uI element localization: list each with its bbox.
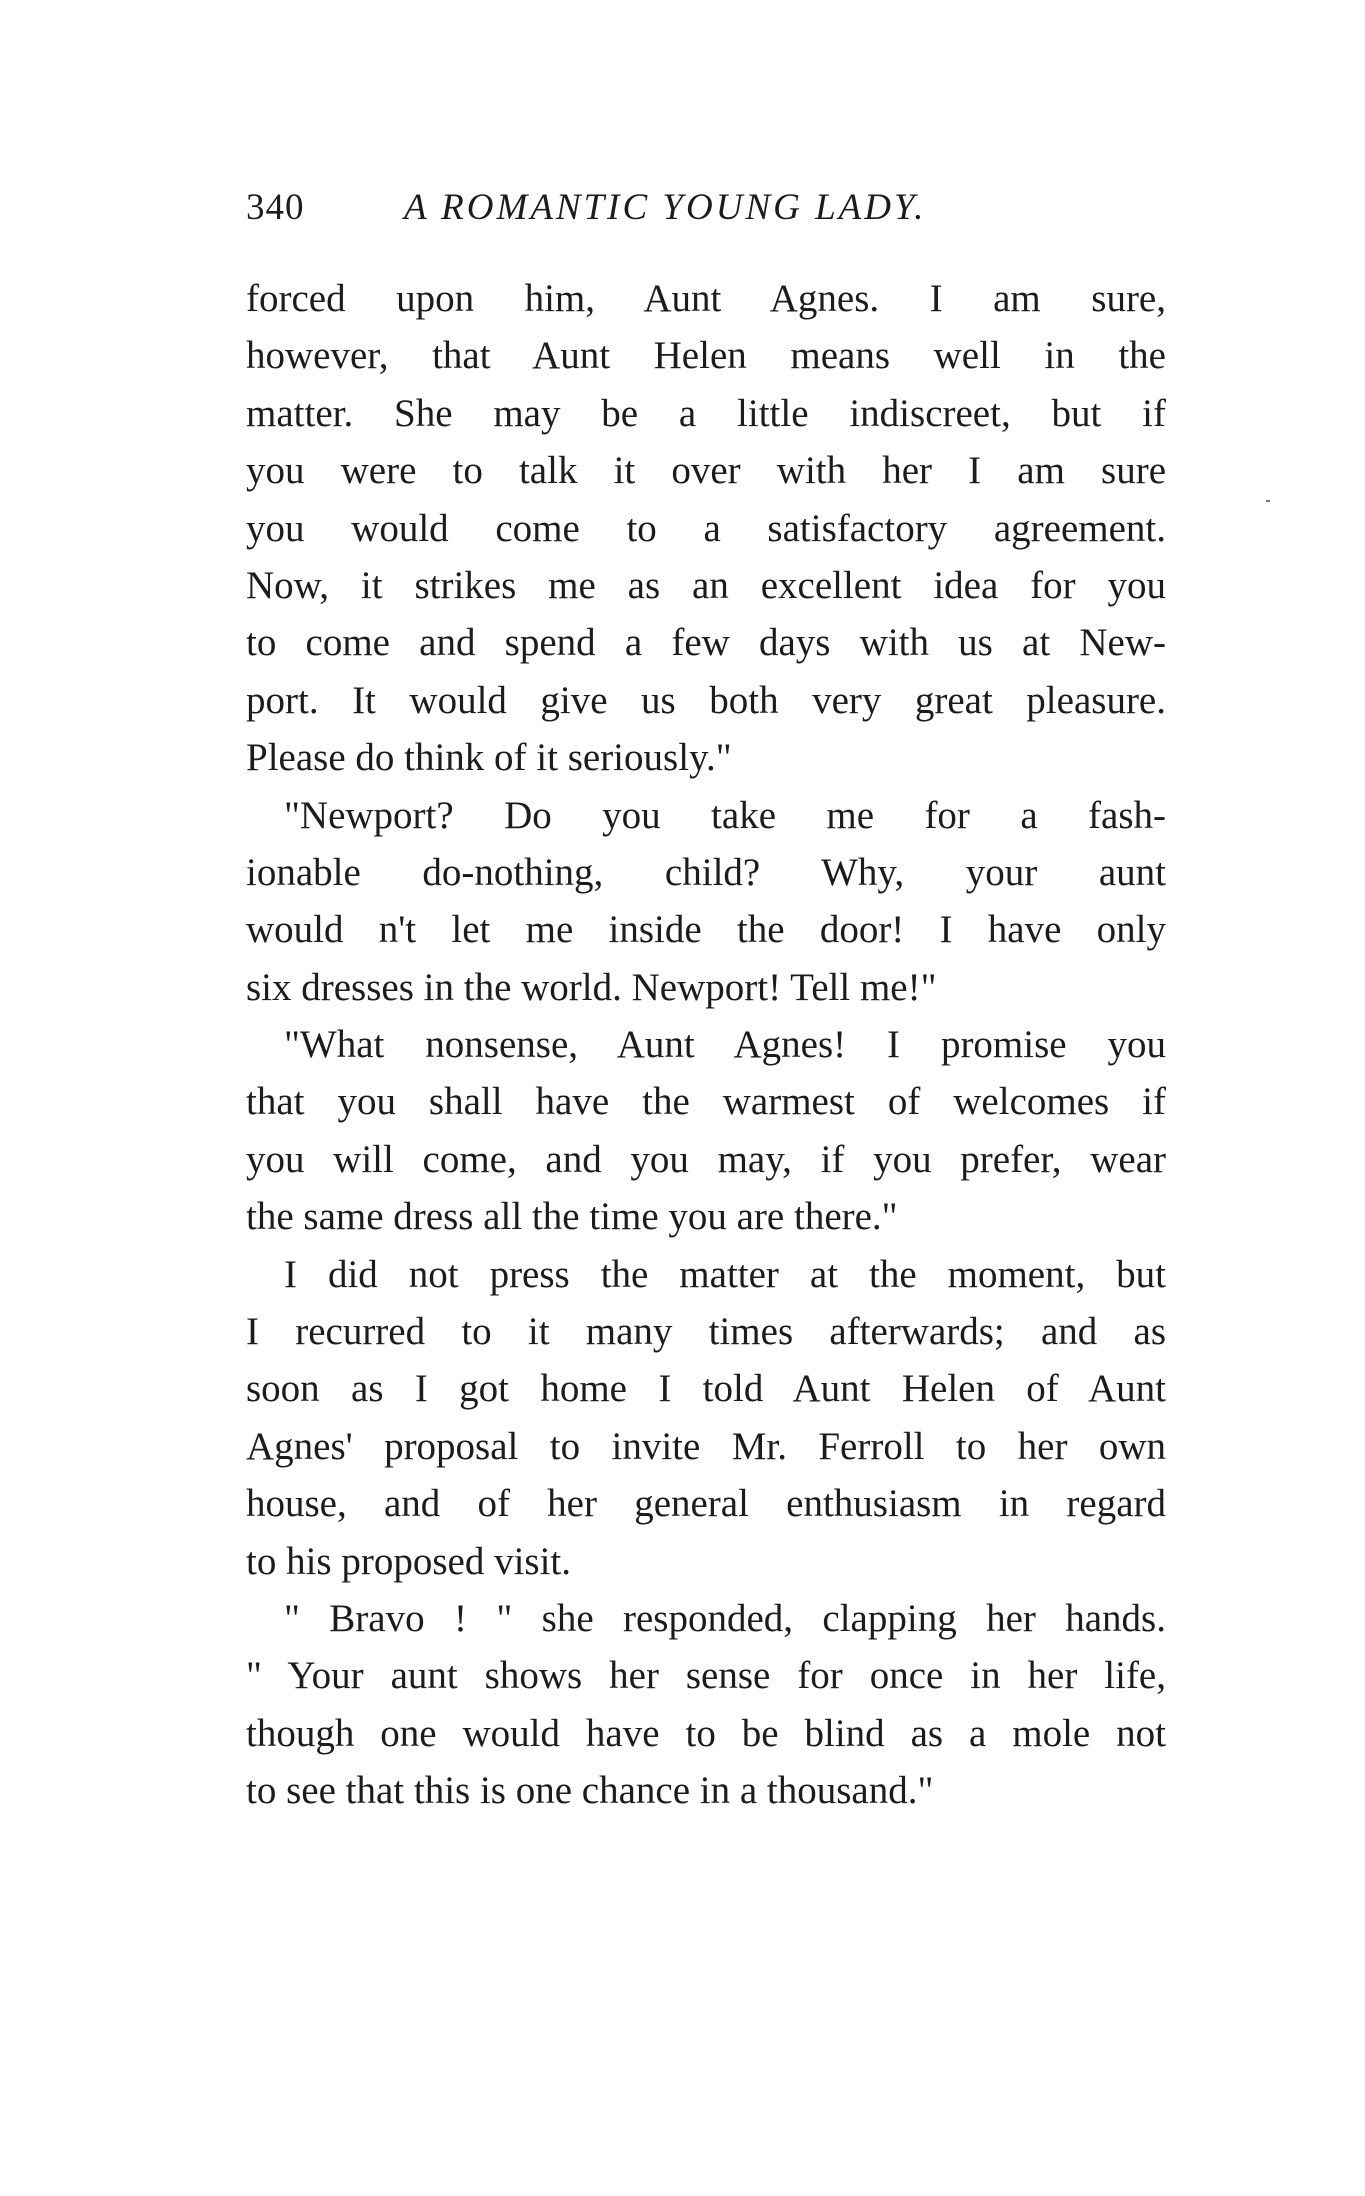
text-line: " Bravo ! " she responded, clapping her hands. [284, 1596, 1166, 1640]
text-line: would n't let me inside the door! I have only [246, 908, 1166, 952]
text-line: house, and of her general enthusiasm in regard [246, 1482, 1166, 1526]
text-line: matter. She may be a little indiscreet, but if [246, 391, 1166, 435]
text-line: ionable do-nothing, child? Why, your aunt [246, 850, 1166, 894]
text-line: I did not press the matter at the moment, but [284, 1252, 1166, 1296]
running-title: A ROMANTIC YOUNG LADY. [404, 187, 927, 228]
text-line: Please do think of it seriously." [246, 736, 732, 780]
text-line: "Newport? Do you take me for a fash- [284, 793, 1166, 837]
text-line: six dresses in the world. Newport! Tell me!" [246, 965, 937, 1009]
text-line: to his proposed visit. [246, 1539, 572, 1583]
text-line: you will come, and you may, if you prefer, wear [246, 1137, 1166, 1181]
text-line: "What nonsense, Aunt Agnes! I promise you [284, 1023, 1166, 1067]
text-line: however, that Aunt Helen means well in the [246, 334, 1166, 378]
text-line: you would come to a satisfactory agreement. [246, 506, 1166, 550]
running-head [246, 186, 1166, 236]
text-line: the same dress all the time you are there." [246, 1195, 898, 1239]
text-line: soon as I got home I told Aunt Helen of Aunt [246, 1367, 1166, 1411]
text-line: to come and spend a few days with us at New- [246, 621, 1166, 665]
text-line: that you shall have the warmest of welcomes if [246, 1080, 1166, 1124]
text-line: I recurred to it many times afterwards; and as [246, 1310, 1166, 1354]
page-number: 340 [246, 187, 305, 228]
text-line: Agnes' proposal to invite Mr. Ferroll to her own [246, 1424, 1166, 1468]
text-line: to see that this is one chance in a thousand." [246, 1769, 934, 1813]
text-line: Now, it strikes me as an excellent idea for you [246, 563, 1166, 607]
text-line: you were to talk it over with her I am sure [246, 449, 1166, 493]
stray-ink-mark [1266, 500, 1270, 502]
text-line: " Your aunt shows her sense for once in her life, [246, 1654, 1166, 1698]
text-line: though one would have to be blind as a mole not [246, 1711, 1166, 1755]
body-text [246, 270, 1166, 1820]
text-line: port. It would give us both very great pleasure. [246, 678, 1166, 722]
text-line: forced upon him, Aunt Agnes. I am sure, [246, 277, 1166, 320]
